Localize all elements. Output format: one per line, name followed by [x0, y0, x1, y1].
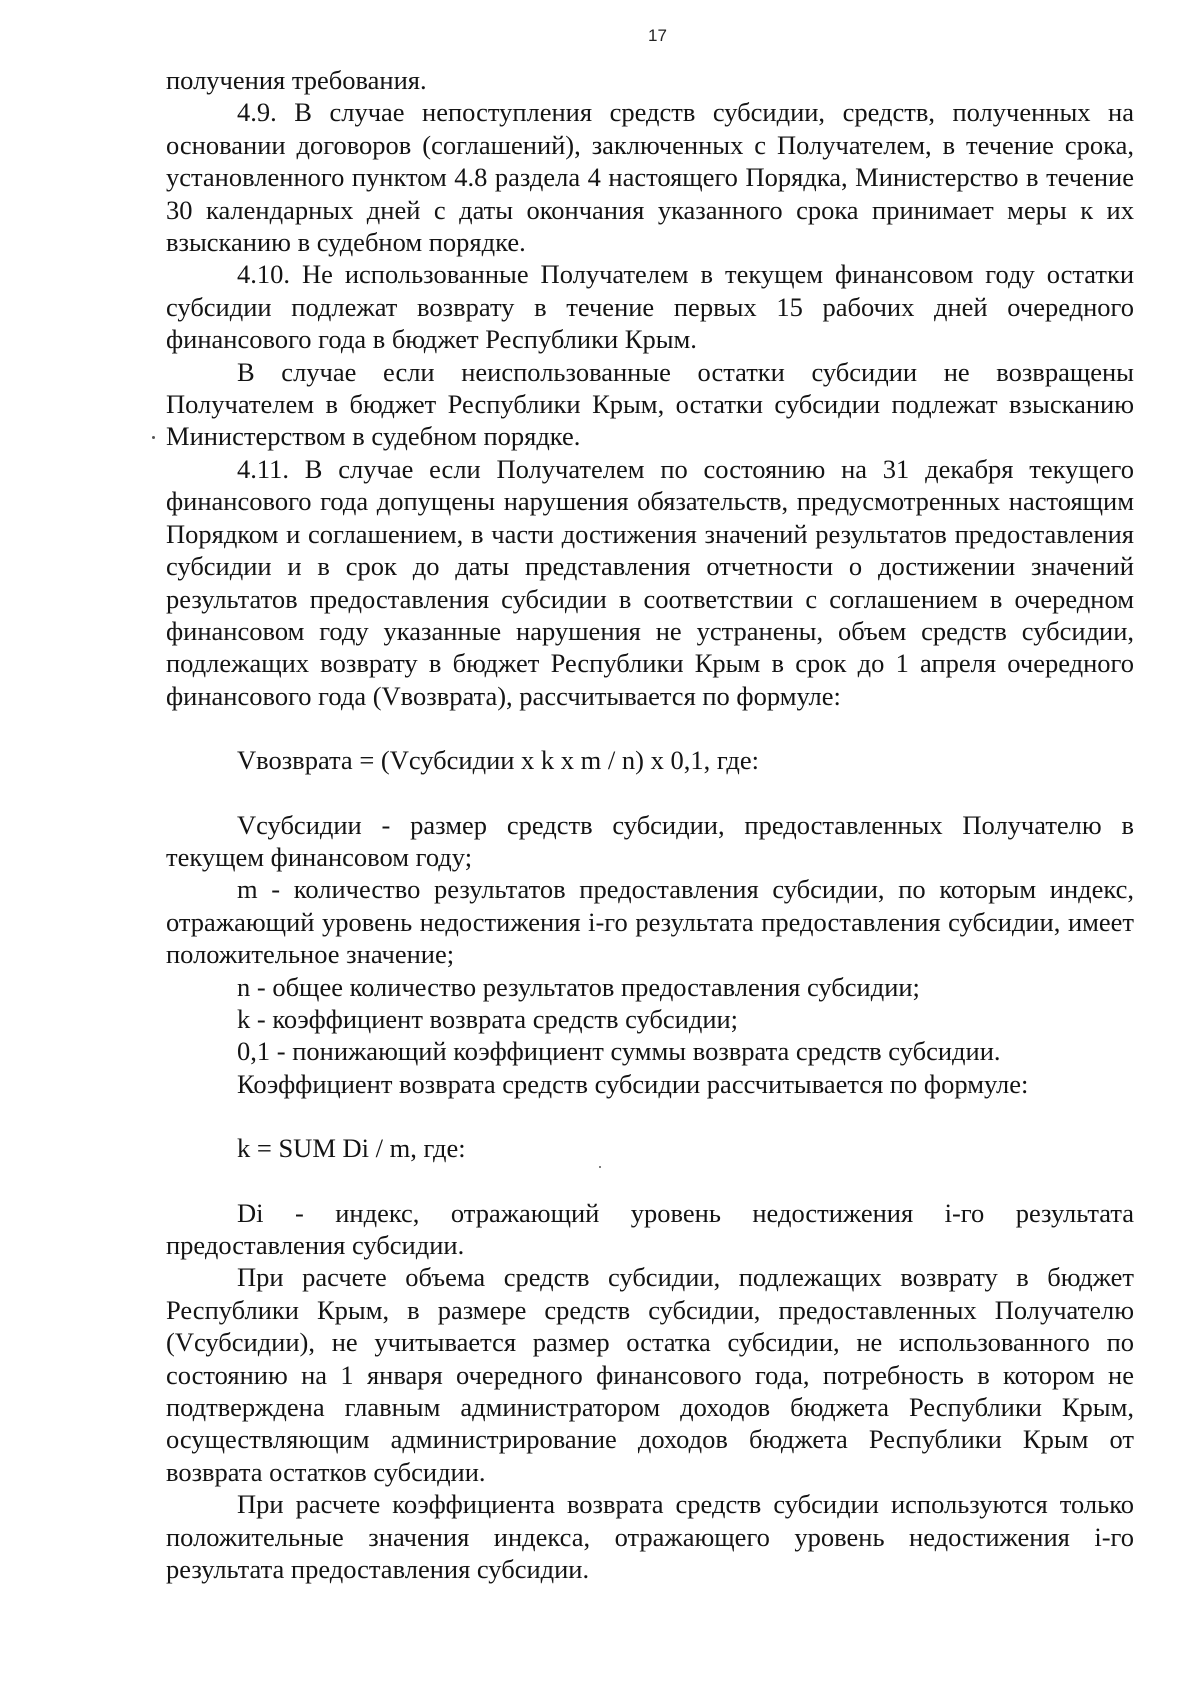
paragraph-calculation-volume: При расчете объема средств субсидии, подлежащих возврату в бюджет Республики Крым, в размере средств субсидии, предоставленных Получателю (Vсубсидии), не учитывается размер остатка субсидии, не использованного по состоянию на 1 января очередного финансового года, потребность в котором не подтверждена главным администратором доходов бюджета Республики Крым, осуществляющим администрирование доходов бюджета Республики Крым от возврата остатков субсидии. — [166, 1262, 1134, 1487]
formula-refund-coefficient: k = SUM Di / m, где: — [237, 1133, 466, 1164]
paragraph-coefficient-formula-intro: Коэффициент возврата средств субсидии рассчитывается по формуле: — [237, 1068, 1029, 1099]
scan-speck — [599, 1166, 601, 1168]
page-number: 17 — [648, 26, 667, 45]
definition-m: m - количество результатов предоставления субсидии, по которым индекс, отражающий уровень недостижения i-го результата предоставления субсидии, имеет положительное значение; — [166, 874, 1134, 970]
paragraph-4-9: 4.9. В случае непоступления средств субсидии, средств, полученных на основании договоров (соглашений), заключенных с Получателем, в течение срока, установленного пунктом 4.8 раздела 4 настоящего Порядка, Министерство в течение 30 календарных дней с даты окончания указанного срока принимает меры к их взысканию в судебном порядке. — [166, 97, 1134, 258]
definition-di: Di - индекс, отражающий уровень недостижения i-го результата предоставления субсидии. — [166, 1197, 1134, 1260]
definition-reduction-coefficient: 0,1 - понижающий коэффициент суммы возврата средств субсидии. — [237, 1036, 1001, 1067]
paragraph-4-10: 4.10. Не использованные Получателем в текущем финансовом году остатки субсидии подлежат возврату в течение первых 15 рабочих дней очередного финансового года в бюджет Республики Крым. — [166, 259, 1134, 355]
paragraph-4-11: 4.11. В случае если Получателем по состоянию на 31 декабря текущего финансового года допущены нарушения обязательств, предусмотренных настоящим Порядком и соглашением, в части достижения значений результатов предоставления субсидии и в срок до даты представления отчетности о достижении значений результатов предоставления субсидии в соответствии с соглашением в очередном финансовом году указанные нарушения не устранены, объем средств субсидии, подлежащих возврату в бюджет Республики Крым в срок до 1 апреля очередного финансового года (Vвозврата), рассчитывается по формуле: — [166, 453, 1134, 711]
spacer — [166, 1100, 1134, 1132]
paragraph-continuation: получения требования. — [166, 65, 427, 95]
spacer — [166, 712, 1134, 744]
formula-refund-volume: Vвозврата = (Vсубсидии x k x m / n) x 0,1, где: — [237, 745, 760, 776]
paragraph-calculation-coefficient: При расчете коэффициента возврата средств субсидии используются только положительные значения индекса, отражающего уровень недостижения i-го результата предоставления субсидии. — [166, 1489, 1134, 1585]
paragraph-unreturned-balance: В случае если неиспользованные остатки субсидии не возвращены Получателем в бюджет Республики Крым, остатки субсидии подлежат взысканию Министерством в судебном порядке. — [166, 356, 1134, 452]
spacer — [166, 1165, 1134, 1197]
scan-speck — [152, 436, 155, 439]
definition-n: n - общее количество результатов предоставления субсидии; — [237, 971, 920, 1002]
spacer — [166, 777, 1134, 809]
definition-vsubsidy: Vсубсидии - размер средств субсидии, предоставленных Получателю в текущем финансовом году; — [166, 809, 1134, 872]
definition-k: k - коэффициент возврата средств субсидии; — [237, 1003, 739, 1034]
document-body — [166, 64, 1134, 1585]
